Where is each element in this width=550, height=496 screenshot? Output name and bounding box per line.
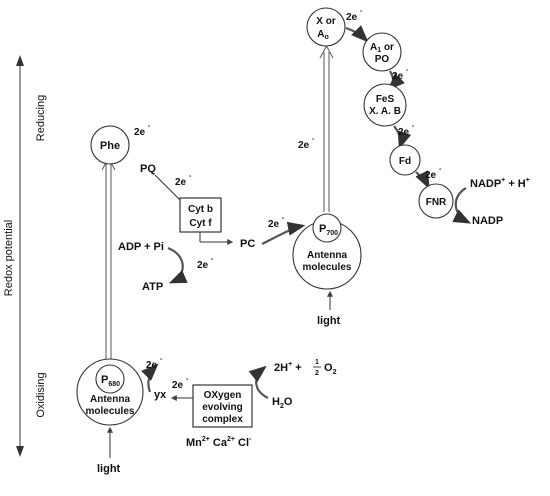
x-ao-node	[307, 8, 345, 46]
svg-text:A1 or: $A_1$ or	[370, 42, 394, 54]
psi-antenna-line1: Antenna	[307, 250, 347, 261]
axis-bottom-label: Oxidising	[35, 372, 47, 418]
p700-label: $P_{700}$	[319, 223, 339, 237]
svg-text:complex: complex	[202, 414, 243, 425]
svg-text:2e: 2e	[134, 127, 146, 138]
svg-text:2e: 2e	[398, 127, 410, 138]
atp-label: ATP	[142, 281, 164, 293]
svg-text:2e: 2e	[346, 12, 358, 23]
electron-label-fd	[425, 166, 442, 181]
svg-text:X. A. B: X. A. B	[369, 106, 401, 117]
electron-label-pq	[175, 173, 192, 188]
water-oxidation-arrow	[256, 368, 268, 398]
yx-label: yx	[154, 389, 167, 401]
svg-text:Fd: Fd	[398, 156, 412, 167]
axis-arrow-up	[16, 55, 24, 66]
electron-label-atp	[197, 256, 214, 271]
svg-text:Ao: $A_o$	[317, 29, 329, 41]
a1-po-node	[363, 33, 401, 71]
phe-label: Phe	[99, 140, 121, 152]
water-products	[274, 359, 337, 377]
svg-text:2e: 2e	[146, 360, 158, 371]
svg-text:-: -	[439, 166, 442, 173]
svg-text:evolving: evolving	[202, 402, 243, 413]
electron-label-a1	[392, 67, 409, 82]
psii-antenna-line2: molecules	[85, 406, 135, 417]
svg-text:2e: 2e	[425, 170, 437, 181]
cyt-b-label: Cyt b	[188, 204, 213, 215]
electron-label-ao	[346, 8, 363, 23]
fnr-node	[419, 184, 453, 218]
electron-label-phe	[134, 123, 151, 138]
oec-cofactor-ions: $Mn^{2+}$ $Ca^{2+}$ Cl-	[186, 436, 252, 449]
psii-excitation-arrow	[102, 158, 115, 362]
svg-text:PO: PO	[374, 54, 390, 65]
svg-text:FeS: FeS	[375, 94, 395, 105]
p680-label: $P_{680}$	[101, 374, 121, 388]
svg-text:-: -	[312, 136, 315, 143]
water-label: $H_2O$	[272, 396, 293, 410]
svg-text:X or: X or	[316, 16, 336, 27]
svg-text:2e: 2e	[175, 177, 187, 188]
svg-text:2H+ +: 2H+ +	[274, 361, 302, 374]
fd-node	[390, 145, 420, 175]
p700-circle	[313, 214, 341, 242]
axis-arrow-down	[16, 446, 24, 457]
svg-text:2e: 2e	[268, 219, 280, 230]
svg-text:-: -	[148, 123, 151, 130]
phe-node	[91, 126, 129, 164]
pc-label: PC	[240, 238, 256, 250]
electron-label-fes	[398, 123, 415, 138]
ao-to-a1-arrow	[346, 28, 366, 40]
svg-text:2e: 2e	[298, 140, 310, 151]
svg-text:2: 2	[315, 370, 319, 377]
psi-excitation-arrow	[320, 46, 333, 212]
atp-synthesis-arrow	[168, 248, 183, 282]
pq-label: PQ	[140, 163, 156, 175]
psi-light-label: light	[317, 315, 341, 327]
axis-top-label: Reducing	[35, 94, 47, 142]
svg-text:-: -	[360, 8, 363, 15]
svg-text:-: -	[160, 356, 163, 363]
electron-label-yx	[146, 356, 163, 371]
photosystem-i	[293, 214, 361, 289]
cyt-f-label: Cyt f	[189, 218, 212, 229]
svg-text:-: -	[406, 67, 409, 74]
psii-antenna-line1: Antenna	[90, 394, 130, 405]
svg-text:-: -	[412, 123, 415, 130]
svg-text:OXygen: OXygen	[203, 390, 242, 401]
electron-label-psi-excitation	[298, 136, 315, 151]
psi-antenna-line2: molecules	[302, 262, 352, 273]
svg-text:1: 1	[315, 359, 319, 366]
svg-text:-: -	[282, 215, 285, 222]
svg-text:2e: 2e	[172, 380, 184, 391]
svg-text:2e: 2e	[197, 260, 209, 271]
cytochrome-box	[180, 198, 221, 232]
nadp-reactant: NADP+ + H+	[470, 177, 530, 190]
oxygen-evolving-complex	[193, 385, 252, 427]
electron-label-oec	[172, 376, 189, 391]
svg-text:-: -	[189, 173, 192, 180]
svg-text:O2: $O_2$	[324, 362, 337, 376]
svg-text:FNR: FNR	[425, 197, 447, 208]
svg-text:2e: 2e	[392, 71, 404, 82]
axis-title: Redox potential	[3, 219, 15, 297]
photosystem-ii	[77, 359, 143, 425]
electron-label-pc	[268, 215, 285, 230]
adp-label: ADP + Pi	[118, 241, 164, 253]
svg-text:-: -	[186, 376, 189, 383]
fes-node	[364, 84, 406, 126]
svg-text:-: -	[211, 256, 214, 263]
psii-light-label: light	[97, 463, 121, 475]
nadp-reduction-arrow	[456, 188, 468, 222]
nadp-product: NADP	[472, 215, 504, 227]
redox-axis	[3, 55, 47, 457]
